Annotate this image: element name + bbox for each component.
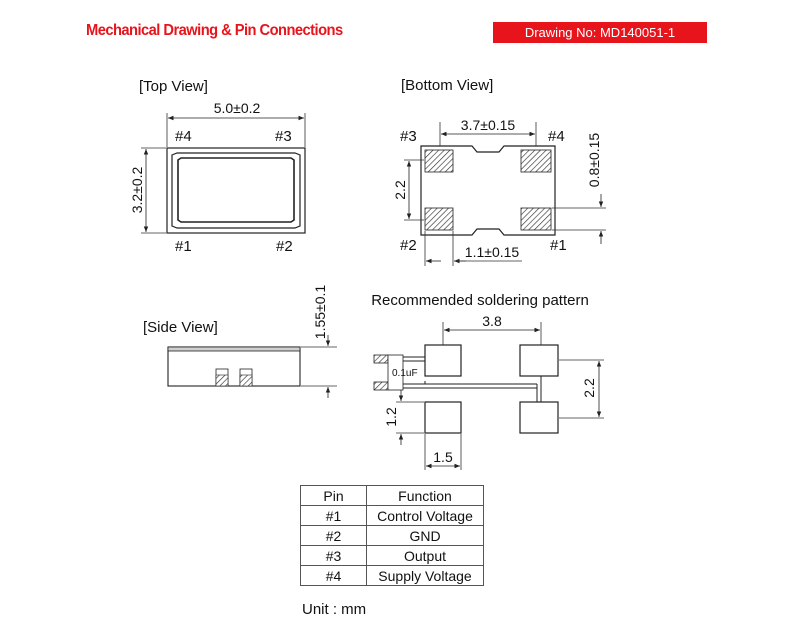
unit-label: Unit : mm (302, 601, 367, 618)
table-cell-function: Supply Voltage (367, 566, 484, 586)
pattern-pad-top-left (425, 345, 461, 376)
bottom-pin-4-label: #4 (548, 128, 565, 145)
side-view (143, 285, 337, 398)
top-width-dimension: 5.0±0.2 (213, 100, 261, 116)
top-height-dimension: 3.2±0.2 (129, 166, 145, 214)
table-cell-pin: #1 (301, 506, 367, 526)
bottom-pad-2 (425, 208, 453, 230)
bottom-pad-height-dimension: 0.8±0.15 (586, 132, 602, 188)
table-cell-function: Control Voltage (367, 506, 484, 526)
top-pin-3-label: #3 (275, 128, 292, 145)
top-pin-1-label: #1 (175, 238, 192, 255)
bottom-pad-3 (425, 150, 453, 172)
pattern-pad-bottom-left (425, 402, 461, 433)
table-row (301, 506, 484, 526)
top-view-label: [Top View] (139, 78, 208, 95)
capacitor-pad-bottom (374, 382, 388, 390)
bottom-pad-4 (521, 150, 551, 172)
bottom-pad-1 (521, 208, 551, 230)
pattern-pad-width-dimension: 1.5 (433, 449, 453, 465)
capacitor-pad-top (374, 355, 388, 363)
soldering-pattern (371, 292, 604, 470)
bottom-view-label: [Bottom View] (401, 77, 494, 94)
table-header-pin: Pin (301, 486, 367, 506)
pattern-pad-top-right (520, 345, 558, 376)
top-pin-2-label: #2 (276, 238, 293, 255)
table-row (301, 546, 484, 566)
soldering-pattern-title: Recommended soldering pattern (371, 292, 589, 309)
bottom-row-pitch-dimension: 2.2 (392, 180, 408, 200)
top-pin-4-label: #4 (175, 128, 192, 145)
top-view (129, 78, 305, 255)
drawing-number-badge: Drawing No: MD140051-1 (493, 22, 707, 43)
side-view-label: [Side View] (143, 319, 218, 336)
bottom-pin-1-label: #1 (550, 237, 567, 254)
page-title: Mechanical Drawing & Pin Connections (86, 22, 343, 39)
bottom-pin-2-label: #2 (400, 237, 417, 254)
table-cell-pin: #3 (301, 546, 367, 566)
pattern-width-dimension: 3.8 (482, 313, 502, 329)
table-cell-function: Output (367, 546, 484, 566)
top-view-lid-inner (178, 158, 294, 222)
table-header-function: Function (367, 486, 484, 506)
bottom-pin-3-label: #3 (400, 128, 417, 145)
pattern-pad-height-dimension: 1.2 (383, 407, 399, 427)
table-cell-function: GND (367, 526, 484, 546)
pattern-pad-bottom-right (520, 402, 558, 433)
table-cell-pin: #2 (301, 526, 367, 546)
pattern-row-pitch-dimension: 2.2 (581, 378, 597, 398)
bottom-pad-width-dimension: 1.1±0.15 (464, 244, 520, 260)
pin-function-table (300, 485, 484, 586)
table-header-row (301, 486, 484, 506)
table-row (301, 526, 484, 546)
side-height-dimension: 1.55±0.1 (312, 284, 328, 340)
table-cell-pin: #4 (301, 566, 367, 586)
bottom-view (392, 77, 606, 266)
bottom-pitch-dimension: 3.7±0.15 (460, 117, 516, 133)
table-row (301, 566, 484, 586)
capacitor-label: 0.1uF (392, 368, 418, 379)
side-view-package (168, 347, 300, 386)
side-view-lid (168, 347, 300, 351)
